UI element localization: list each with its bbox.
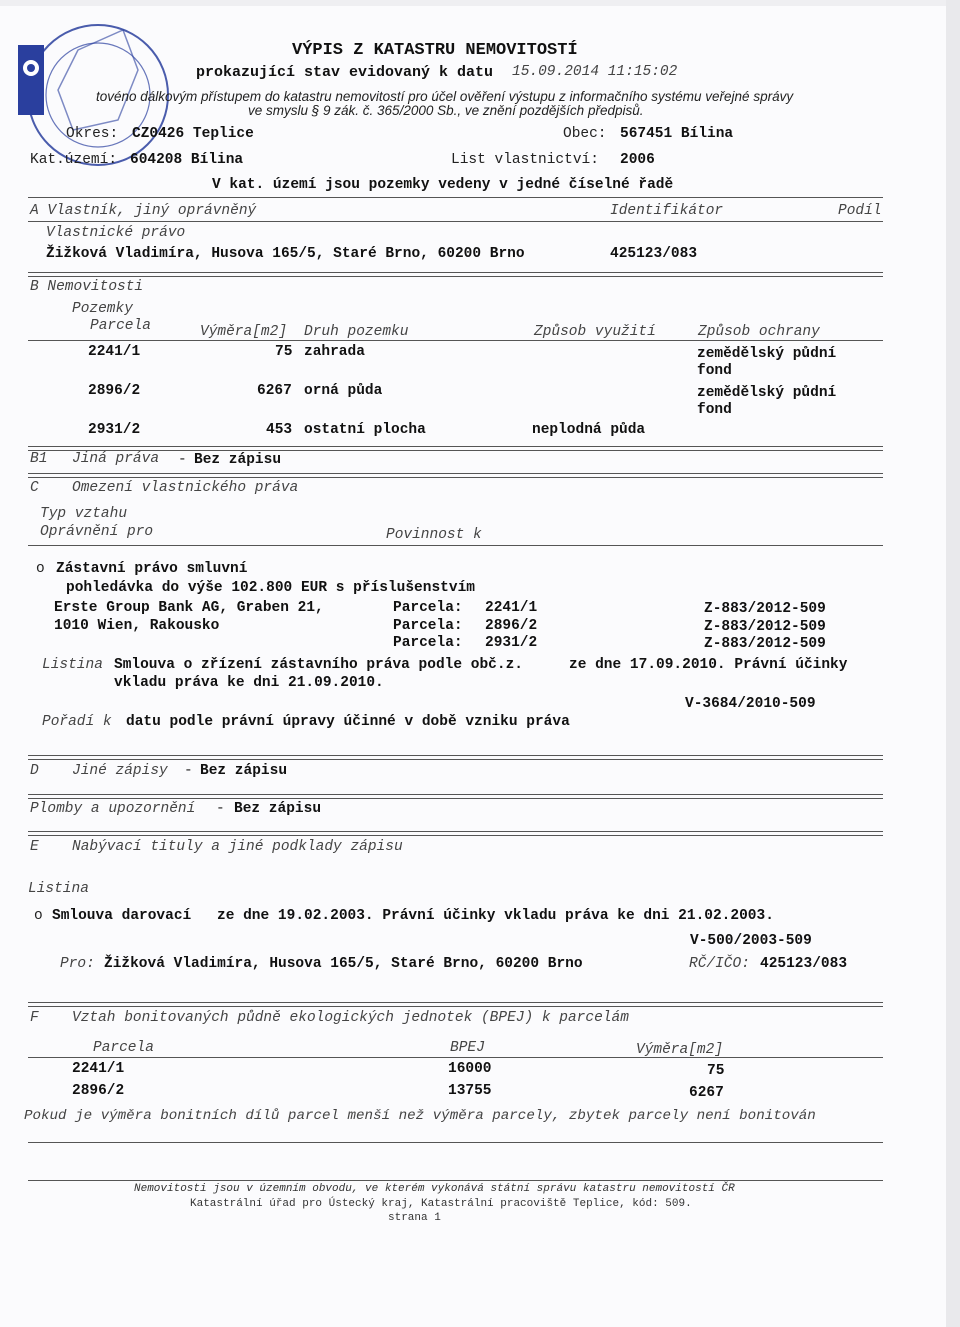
d-title: Jiné zápisy (72, 763, 168, 779)
e-label: E (30, 839, 39, 855)
rule-double (28, 473, 883, 478)
c-pov: Povinnost k (386, 527, 482, 543)
col-parcela: Parcela (90, 318, 151, 334)
f-col-parcela: Parcela (93, 1040, 154, 1056)
d-dash: - (184, 763, 193, 779)
lien-parcel-label: Parcela: (393, 600, 463, 616)
lien-desc: pohledávka do výše 102.800 EUR s příslušenstvím (66, 580, 475, 596)
d-label: D (30, 763, 39, 779)
lien-title: Zástavní právo smluvní (56, 561, 248, 577)
parcel-number: 2241/1 (88, 344, 141, 360)
c-typ: Typ vztahu (40, 506, 128, 522)
col-vymera: Výměra[m2] (200, 324, 288, 340)
rule (28, 221, 883, 222)
parcel-number: 2896/2 (88, 383, 141, 399)
listina-label: Listina (42, 657, 103, 673)
rule-double (28, 794, 883, 799)
b1-value: Bez zápisu (194, 452, 282, 468)
lien-parcel-value: 2931/2 (485, 635, 538, 651)
section-a-subtitle: Vlastnické právo (46, 225, 186, 241)
lv-label: List vlastnictví: (451, 152, 599, 168)
parcel-protection: zemědělský půdní (697, 385, 837, 401)
rule (28, 545, 883, 546)
footer-line-1: Nemovitosti jsou v územním obvodu, ve kterém vykonává státní správu katastru nemovitostí ČR (134, 1183, 735, 1195)
lien-parcel-ref: Z-883/2012-509 (704, 601, 826, 617)
rule (28, 1142, 883, 1143)
bpej-note: Pokud je výměra bonitních dílů parcel menší než výměra parcely, zbytek parcely není bonitován (24, 1108, 816, 1124)
bpej-area: 6267 (689, 1085, 724, 1101)
okres-label: Okres: (66, 126, 119, 142)
owner-id: 425123/083 (610, 246, 698, 262)
bpej-code: 13755 (448, 1083, 492, 1099)
f-label: F (30, 1010, 39, 1026)
e-text-1a: Smlouva darovací (52, 908, 192, 924)
col-ochrana: Způsob ochrany (698, 324, 820, 340)
listina-text-2: vkladu práva ke dni 21.09.2010. (114, 675, 384, 691)
footer-page: strana 1 (388, 1212, 441, 1224)
e-pro-value: Žižková Vladimíra, Husova 165/5, Staré Brno, 60200 Brno (104, 956, 583, 972)
subtitle-label: prokazující stav evidovaný k datu (196, 64, 494, 81)
listina-text-1: Smlouva o zřízení zástavního práva podle obč.z. (114, 657, 523, 673)
col-vyuziti: Způsob využití (534, 324, 656, 340)
b1-label: B1 (30, 451, 48, 467)
e-text-1b: ze dne 19.02.2003. Právní účinky vkladu práva ke dni 21.02.2003. (217, 908, 774, 924)
b1-title: Jiná práva (72, 451, 160, 467)
parcel-use: neplodná půda (532, 422, 646, 438)
plomby-title: Plomby a upozornění (30, 801, 196, 817)
notice-line-1: tovéno dálkovým přístupem do katastru nemovitostí pro účel ověření výstupu z informačního systému veřejné správy (96, 89, 794, 104)
e-rc-value: 425123/083 (760, 956, 848, 972)
plomby-dash: - (216, 801, 225, 817)
c-opr: Oprávnění pro (40, 524, 154, 540)
creditor-line-2: 1010 Wien, Rakousko (54, 618, 220, 634)
parcel-area: 453 (266, 422, 293, 438)
bpej-parcel: 2896/2 (72, 1083, 125, 1099)
cadastre-note: V kat. území jsou pozemky vedeny v jedné číselné řadě (212, 177, 674, 193)
scan-edge-top (0, 0, 960, 6)
okres-value: CZ0426 Teplice (132, 126, 254, 142)
parcel-area: 75 (275, 344, 293, 360)
section-a-col-share: Podíl (838, 203, 882, 219)
b1-dash: - (178, 452, 187, 468)
listina-ref: V-3684/2010-509 (685, 696, 816, 712)
rule-double (28, 755, 883, 760)
lien-parcel-value: 2241/1 (485, 600, 538, 616)
c-title: Omezení vlastnického práva (72, 480, 299, 496)
section-b-sub: Pozemky (72, 301, 133, 317)
lien-parcel-ref: Z-883/2012-509 (704, 636, 826, 652)
scan-edge-right (946, 0, 960, 1327)
e-title: Nabývací tituly a jiné podklady zápisu (72, 839, 403, 855)
e-rc-label: RČ/IČO: (689, 956, 750, 972)
bpej-parcel: 2241/1 (72, 1061, 125, 1077)
poradi-text: datu podle právní úpravy účinné v době vzniku práva (126, 714, 570, 730)
d-value: Bez zápisu (200, 763, 288, 779)
document-title: VÝPIS Z KATASTRU NEMOVITOSTÍ (292, 41, 578, 60)
rule (28, 197, 883, 198)
section-a-col-id: Identifikátor (610, 203, 724, 219)
c-label: C (30, 480, 39, 496)
lien-parcel-ref: Z-883/2012-509 (704, 619, 826, 635)
parcel-type: zahrada (304, 344, 365, 360)
footer-line-2: Katastrální úřad pro Ústecký kraj, Katastrální pracoviště Teplice, kód: 509. (190, 1198, 692, 1210)
bullet: o (34, 908, 43, 924)
f-col-bpej: BPEJ (450, 1040, 485, 1056)
lien-parcel-label: Parcela: (393, 635, 463, 651)
lien-parcel-label: Parcela: (393, 618, 463, 634)
parcel-type: orná půda (304, 383, 383, 399)
subtitle-date: 15.09.2014 11:15:02 (512, 64, 678, 80)
katuz-label: Kat.území: (30, 152, 118, 168)
obec-value: 567451 Bílina (620, 126, 734, 142)
parcel-area: 6267 (257, 383, 292, 399)
f-col-vymera: Výměra[m2] (636, 1042, 724, 1058)
rule (28, 340, 883, 341)
e-pro-label: Pro: (60, 956, 95, 972)
col-druh: Druh pozemku (304, 324, 409, 340)
rule-double (28, 1002, 883, 1007)
listina-text-1b: ze dne 17.09.2010. Právní účinky (569, 657, 848, 673)
lv-value: 2006 (620, 152, 655, 168)
e-listina: Listina (28, 881, 89, 897)
rule-double (28, 272, 883, 277)
bpej-area: 75 (707, 1063, 725, 1079)
creditor-line-1: Erste Group Bank AG, Graben 21, (54, 600, 324, 616)
parcel-protection-2: fond (697, 402, 732, 418)
parcel-number: 2931/2 (88, 422, 141, 438)
owner-name: Žižková Vladimíra, Husova 165/5, Staré Brno, 60200 Brno (46, 246, 525, 262)
parcel-protection: zemědělský půdní (697, 346, 837, 362)
section-b-title: B Nemovitosti (30, 279, 144, 295)
bullet: o (36, 561, 45, 577)
e-ref: V-500/2003-509 (690, 933, 812, 949)
rule (28, 1057, 883, 1058)
parcel-protection-2: fond (697, 363, 732, 379)
f-title: Vztah bonitovaných půdně ekologických jednotek (BPEJ) k parcelám (72, 1010, 629, 1026)
poradi-label: Pořadí k (42, 714, 112, 730)
lien-parcel-value: 2896/2 (485, 618, 538, 634)
plomby-value: Bez zápisu (234, 801, 322, 817)
parcel-type: ostatní plocha (304, 422, 426, 438)
bpej-code: 16000 (448, 1061, 492, 1077)
section-a-title: A Vlastník, jiný oprávněný (30, 203, 257, 219)
katuz-value: 604208 Bílina (130, 152, 244, 168)
rule-double (28, 831, 883, 836)
notice-line-2: ve smyslu § 9 zák. č. 365/2000 Sb., ve znění pozdějších předpisů. (248, 103, 644, 118)
obec-label: Obec: (563, 126, 607, 142)
